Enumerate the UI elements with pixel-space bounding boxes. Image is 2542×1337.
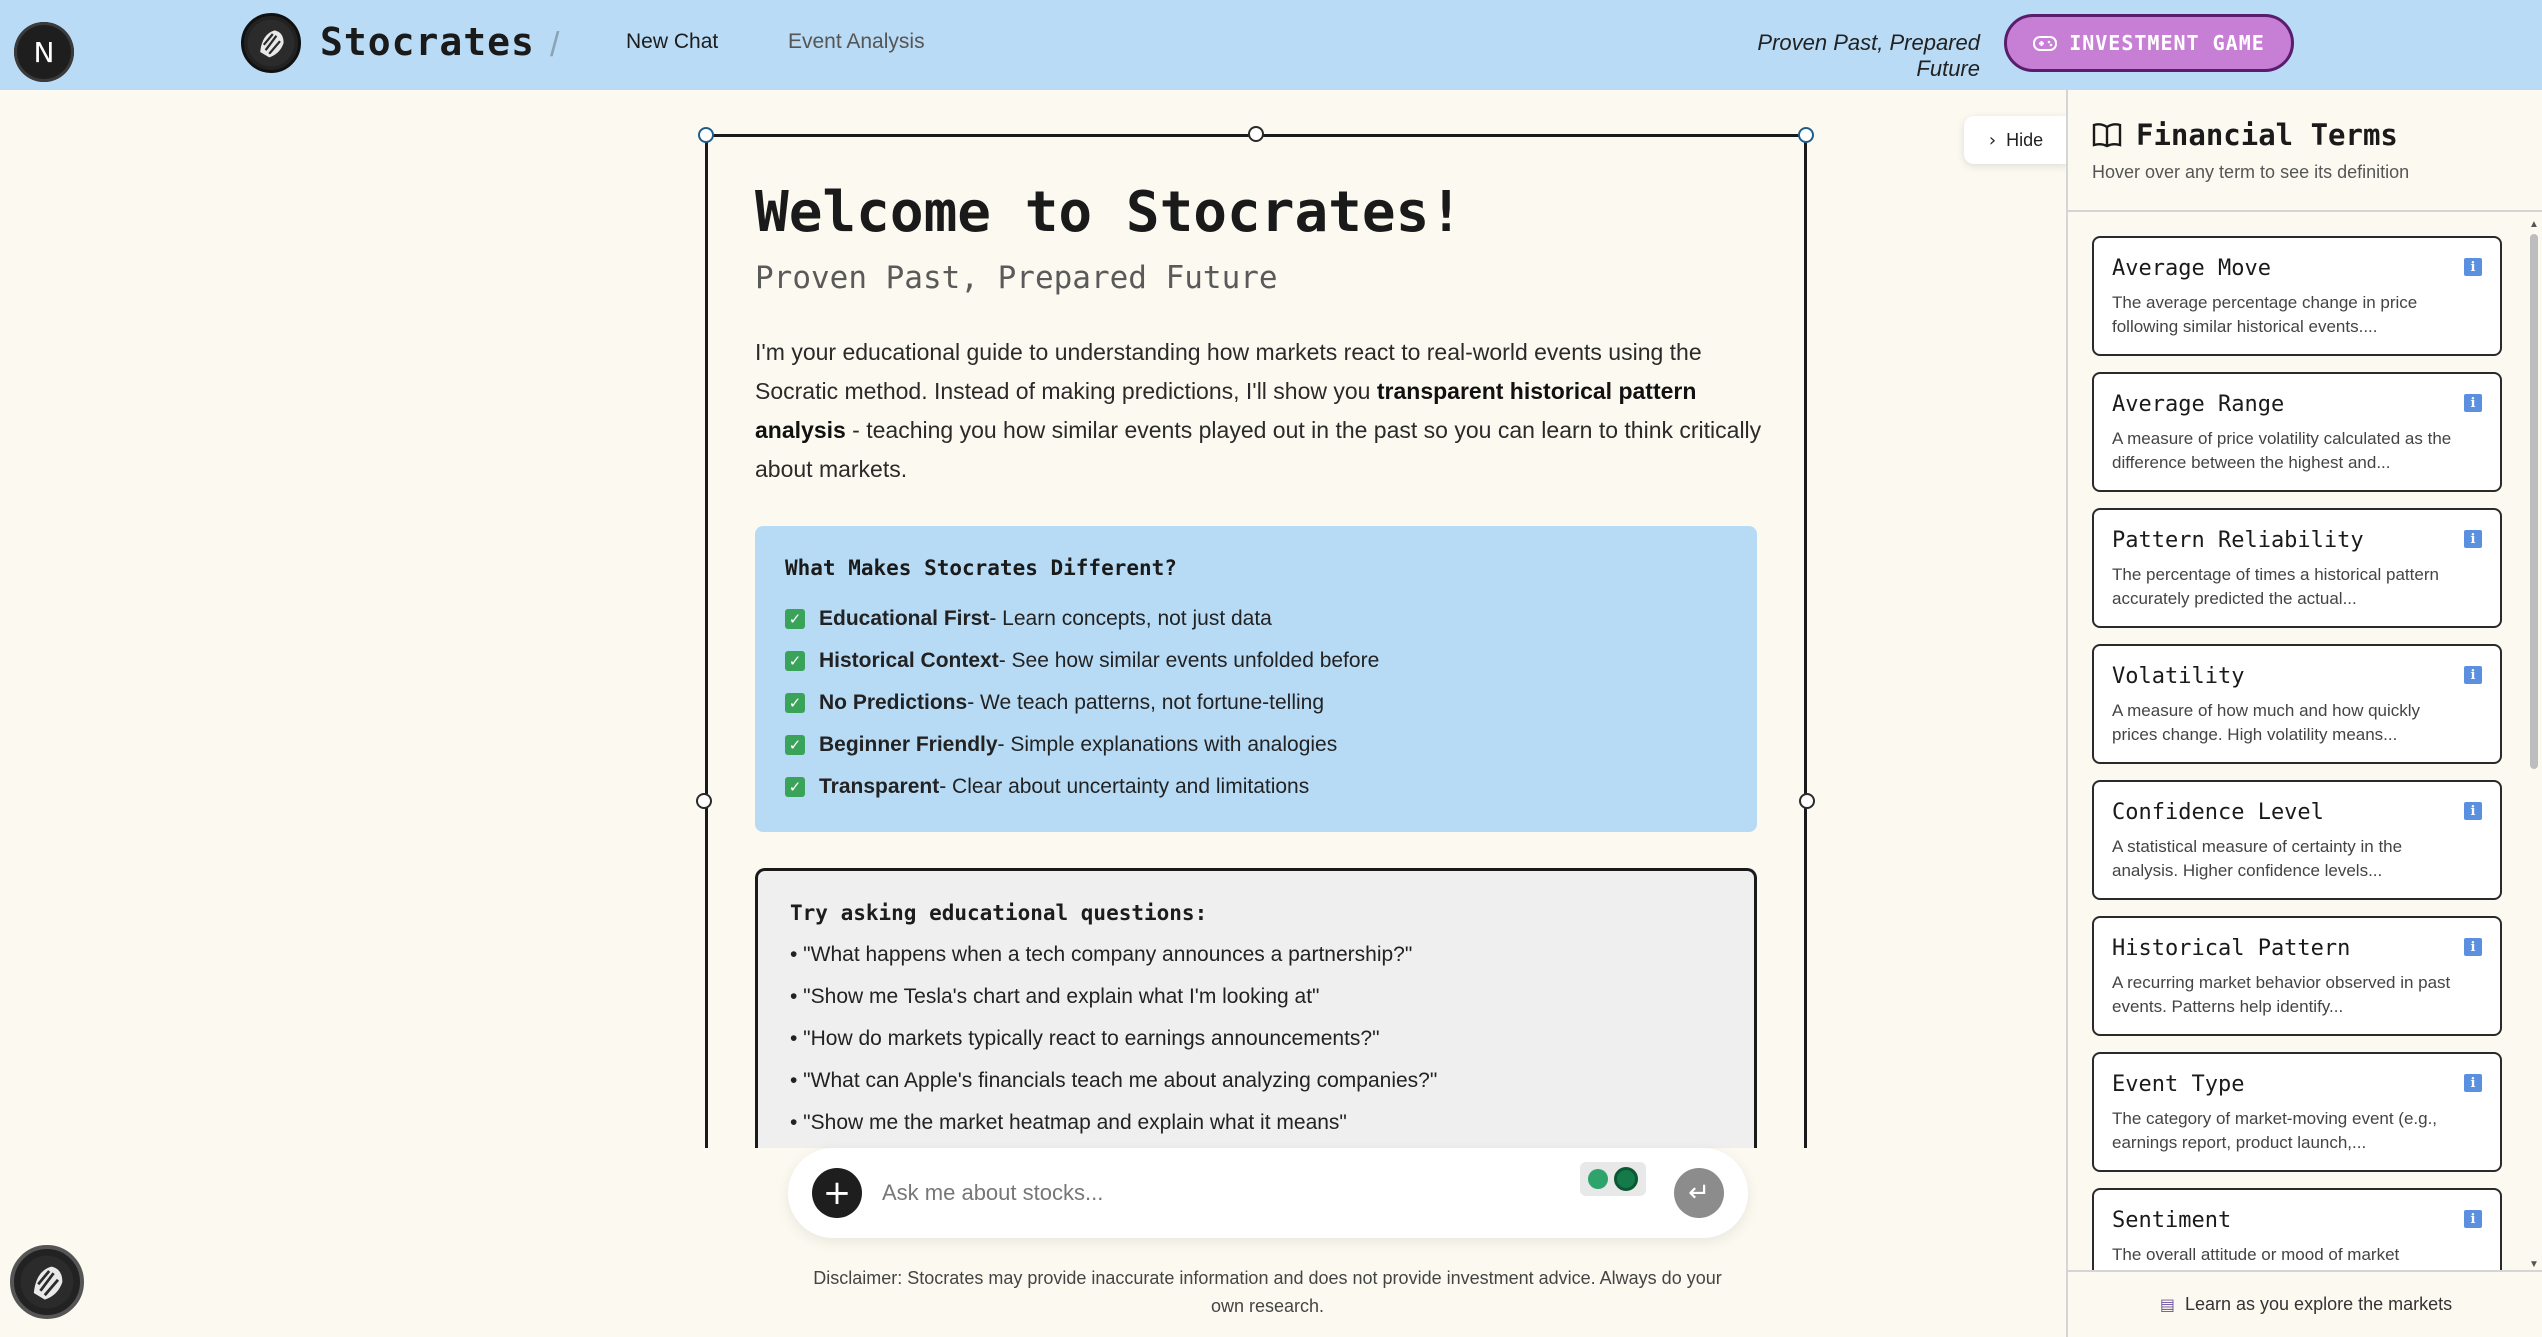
differences-item-text: - Clear about uncertainty and limitations	[939, 775, 1310, 798]
financial-terms-sidebar	[2066, 90, 2542, 1337]
intro-text-1: I'm your educational guide to understanding how markets react to real-world events using the Socratic method. Instead of making predictions, I'll show you	[755, 339, 1702, 404]
check-icon: ✓	[785, 777, 805, 797]
term-card[interactable]	[2092, 372, 2502, 492]
extension-icons[interactable]	[1580, 1162, 1646, 1196]
suggested-questions-box	[755, 868, 1757, 1148]
extension-lightbulb-icon[interactable]	[1588, 1169, 1608, 1189]
check-icon: ✓	[785, 693, 805, 713]
term-name: Event Type	[2112, 1072, 2245, 1097]
check-icon: ✓	[785, 651, 805, 671]
differences-item-bold: Educational First	[819, 607, 990, 630]
suggested-question[interactable]: • "What can Apple's financials teach me about analyzing companies?"	[790, 1069, 1438, 1092]
differences-item-bold: Historical Context	[819, 649, 999, 672]
nav-event-analysis[interactable]: Event Analysis	[788, 30, 925, 53]
info-icon[interactable]: i	[2464, 938, 2482, 956]
differences-item	[785, 640, 1727, 682]
suggested-question[interactable]: • "Show me Tesla's chart and explain what I'm looking at"	[790, 985, 1320, 1008]
term-name: Average Move	[2112, 256, 2271, 281]
top-header	[0, 0, 2542, 90]
stocrates-logo[interactable]	[241, 13, 301, 73]
term-definition: A recurring market behavior observed in past events. Patterns help identify...	[2112, 973, 2451, 1016]
investment-game-button[interactable]	[2004, 14, 2294, 72]
differences-title: What Makes Stocrates Different?	[785, 556, 1177, 580]
term-card[interactable]	[2092, 236, 2502, 356]
suggested-question[interactable]: • "What happens when a tech company announces a partnership?"	[790, 943, 1413, 966]
term-definition: The average percentage change in price following similar historical events....	[2112, 293, 2418, 336]
info-icon[interactable]: i	[2464, 1074, 2482, 1092]
intro-text-2: - teaching you how similar events played out in the past so you can learn to think critically about markets.	[755, 417, 1762, 482]
sidebar-title-text: Financial Terms	[2136, 118, 2398, 152]
info-icon[interactable]: i	[2464, 1210, 2482, 1228]
send-button[interactable]: ↵	[1674, 1168, 1724, 1218]
term-definition: A measure of price volatility calculated as the difference between the highest and...	[2112, 429, 2452, 472]
term-name: Volatility	[2112, 664, 2245, 689]
chat-input-bar	[788, 1148, 1748, 1238]
grammarly-icon[interactable]	[1614, 1167, 1638, 1191]
info-icon[interactable]: i	[2464, 394, 2482, 412]
differences-item-bold: No Predictions	[819, 691, 968, 714]
differences-item-text: - We teach patterns, not fortune-telling	[967, 691, 1325, 714]
intro-paragraph	[755, 333, 1765, 489]
sidebar-subtitle: Hover over any term to see its definition	[2092, 162, 2410, 182]
term-definition: A statistical measure of certainty in the analysis. Higher confidence levels...	[2112, 837, 2403, 880]
gamepad-icon	[2033, 34, 2057, 52]
info-icon[interactable]: i	[2464, 802, 2482, 820]
chat-input[interactable]	[882, 1172, 1542, 1214]
term-definition: The overall attitude or mood of market	[2112, 1245, 2400, 1264]
scroll-thumb[interactable]	[2530, 234, 2538, 769]
welcome-title: Welcome to Stocrates!	[755, 180, 1464, 245]
attach-button[interactable]: +	[812, 1168, 862, 1218]
hide-label: Hide	[2006, 129, 2044, 150]
resize-handle-middle-left[interactable]	[696, 793, 712, 809]
info-icon[interactable]: i	[2464, 530, 2482, 548]
stocrates-bottom-logo[interactable]	[10, 1245, 84, 1319]
info-icon[interactable]: i	[2464, 666, 2482, 684]
suggested-question[interactable]: • "Show me the market heatmap and explain what it means"	[790, 1111, 1347, 1134]
term-name: Historical Pattern	[2112, 936, 2351, 961]
welcome-subtitle: Proven Past, Prepared Future	[755, 260, 1278, 296]
resize-handle-top-center[interactable]	[1248, 126, 1264, 142]
resize-handle-top-left[interactable]	[698, 127, 714, 143]
term-name: Pattern Reliability	[2112, 528, 2364, 553]
suggested-question[interactable]: • "How do markets typically react to earnings announcements?"	[790, 1027, 1380, 1050]
sidebar-scrollbar[interactable]	[2528, 220, 2540, 1270]
breadcrumb-separator: /	[550, 26, 560, 64]
resize-handle-middle-right[interactable]	[1799, 793, 1815, 809]
term-card[interactable]	[2092, 1188, 2502, 1270]
sidebar-title	[2092, 118, 2398, 152]
chevron-right-icon: ›	[1988, 129, 1997, 151]
differences-item	[785, 682, 1727, 724]
intro-text-bold: transparent historical pattern analysis	[755, 378, 1697, 443]
check-icon: ✓	[785, 609, 805, 629]
sidebar-footer-text: Learn as you explore the markets	[2184, 1294, 2453, 1314]
term-definition: A measure of how much and how quickly prices change. High volatility means...	[2112, 701, 2421, 744]
differences-item-text: - See how similar events unfolded before	[998, 649, 1380, 672]
scroll-down-arrow-icon[interactable]: ▼	[2529, 1259, 2539, 1270]
disclaimer-text: Disclaimer: Stocrates may provide inaccurate information and does not provide investment advice. Always do your own research.	[813, 1268, 1722, 1316]
sidebar-footer	[2068, 1270, 2542, 1337]
suggested-questions-title: Try asking educational questions:	[790, 901, 1208, 925]
user-avatar[interactable]: N	[14, 22, 74, 82]
hide-sidebar-button[interactable]	[1964, 116, 2068, 164]
term-name: Confidence Level	[2112, 800, 2324, 825]
brand-name[interactable]: Stocrates	[320, 20, 535, 64]
term-name: Sentiment	[2112, 1208, 2232, 1233]
investment-game-label: INVESTMENT GAME	[2069, 31, 2265, 55]
differences-item-bold: Beginner Friendly	[819, 733, 998, 756]
term-name: Average Range	[2112, 392, 2285, 417]
resize-handle-top-right[interactable]	[1798, 127, 1814, 143]
nav-new-chat[interactable]: New Chat	[626, 30, 719, 53]
info-icon[interactable]: i	[2464, 258, 2482, 276]
term-card[interactable]	[2092, 916, 2502, 1036]
differences-item-text: - Learn concepts, not just data	[989, 607, 1272, 630]
term-card[interactable]	[2092, 644, 2502, 764]
differences-box	[755, 526, 1757, 832]
differences-item	[785, 598, 1727, 640]
term-definition: The category of market-moving event (e.g., earnings report, product launch,...	[2112, 1109, 2438, 1152]
check-icon: ✓	[785, 735, 805, 755]
differences-item-bold: Transparent	[819, 775, 940, 798]
differences-item	[785, 766, 1727, 808]
differences-item-text: - Simple explanations with analogies	[997, 733, 1338, 756]
book-open-icon	[2092, 122, 2122, 148]
term-card[interactable]	[2092, 508, 2502, 628]
term-card[interactable]	[2092, 1052, 2502, 1172]
scroll-up-arrow-icon[interactable]: ▲	[2529, 219, 2539, 230]
books-icon: ▤	[2159, 1295, 2175, 1314]
sidebar-header	[2068, 90, 2542, 212]
term-card[interactable]	[2092, 780, 2502, 900]
header-tagline: Proven Past, Prepared Future	[1757, 30, 1980, 81]
differences-item	[785, 724, 1727, 766]
term-definition: The percentage of times a historical pattern accurately predicted the actual...	[2112, 565, 2439, 608]
